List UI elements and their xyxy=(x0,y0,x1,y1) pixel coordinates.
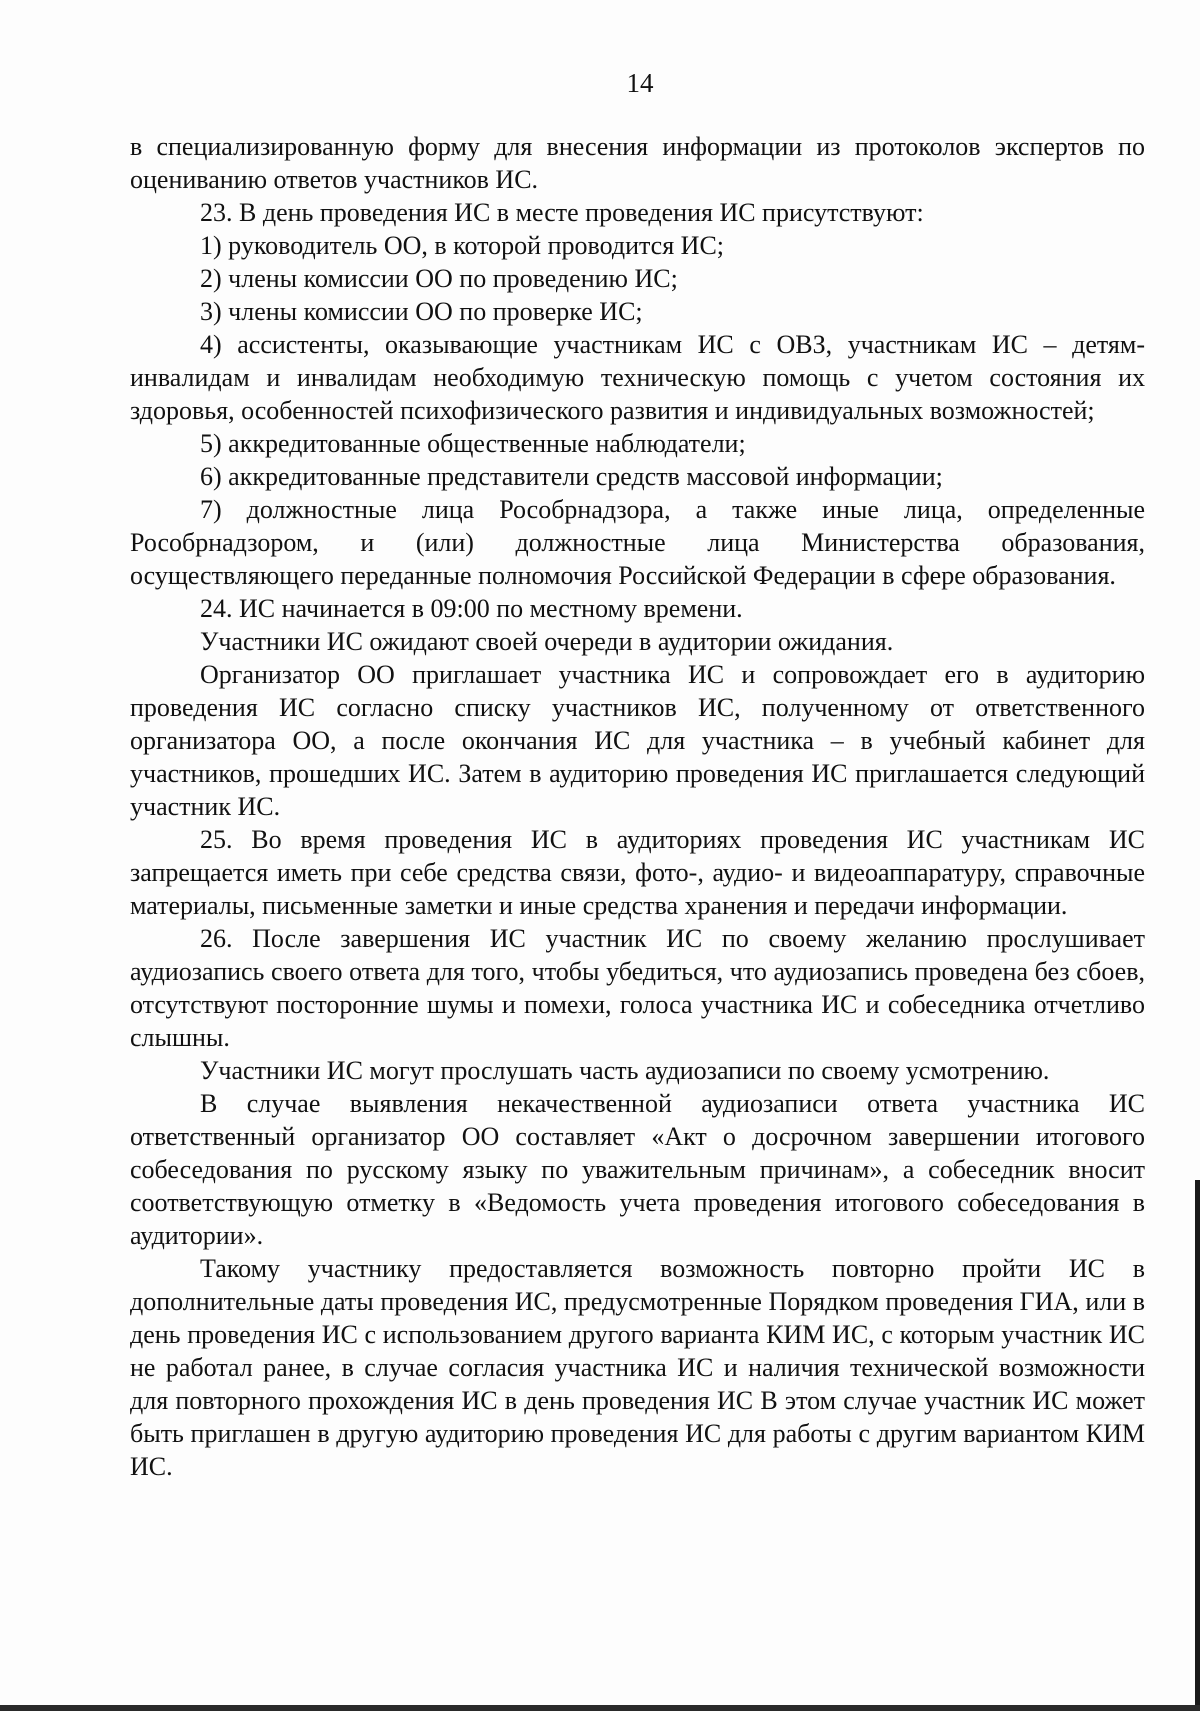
paragraph: Организатор ОО приглашает участника ИС и сопровождает его в аудиторию проведения ИС согласно списку участников ИС, полученному от ответственного организатора ОО, а после окончания ИС для участника – в учебный кабинет для участников, прошедших ИС. Затем в аудиторию проведения ИС приглашается следующий участник ИС. xyxy=(130,660,1145,821)
paragraph: 1) руководитель ОО, в которой проводится ИС; xyxy=(200,231,725,260)
paragraph: 24. ИС начинается в 09:00 по местному времени. xyxy=(200,594,743,623)
paragraph: 6) аккредитованные представители средств массовой информации; xyxy=(200,462,943,491)
paragraph: 23. В день проведения ИС в месте проведения ИС присутствуют: xyxy=(200,198,924,227)
paragraph: В случае выявления некачественной аудиозаписи ответа участника ИС ответственный организатор ОО составляет «Акт о досрочном завершении итогового собеседования по русскому языку по уважительным причинам», а собеседник вносит соответствующую отметку в «Ведомость учета проведения итогового собеседования в аудитории». xyxy=(130,1089,1145,1250)
paragraph: Участники ИС ожидают своей очереди в аудитории ожидания. xyxy=(200,627,894,656)
paragraph: в специализированную форму для внесения информации из протоколов экспертов по оцениванию ответов участников ИС. xyxy=(130,132,1145,194)
paragraph: 7) должностные лица Рособрнадзора, а также иные лица, определенные Рособрнадзором, и (или) должностные лица Министерства образования, осуществляющего переданные полномочия Российской Федерации в сфере образования. xyxy=(130,495,1145,590)
scan-edge-right xyxy=(1195,1180,1200,1711)
paragraph: 5) аккредитованные общественные наблюдатели; xyxy=(200,429,746,458)
paragraph: 4) ассистенты, оказывающие участникам ИС с ОВЗ, участникам ИС – детям-инвалидам и инвалидам необходимую техническую помощь с учетом состояния их здоровья, особенностей психофизического развития и индивидуальных возможностей; xyxy=(130,330,1145,425)
paragraph: Участники ИС могут прослушать часть аудиозаписи по своему усмотрению. xyxy=(200,1056,1050,1085)
paragraph: 26. После завершения ИС участник ИС по своему желанию прослушивает аудиозапись своего ответа для того, чтобы убедиться, что аудиозапись проведена без сбоев, отсутствуют посторонние шумы и помехи, голоса участника ИС и собеседника отчетливо слышны. xyxy=(130,924,1145,1052)
paragraph: 25. Во время проведения ИС в аудиториях проведения ИС участникам ИС запрещается иметь при себе средства связи, фото-, аудио- и видеоаппаратуру, справочные материалы, письменные заметки и иные средства хранения и передачи информации. xyxy=(130,825,1145,920)
paragraph: 3) члены комиссии ОО по проверке ИС; xyxy=(200,297,643,326)
paragraph: 2) члены комиссии ОО по проведению ИС; xyxy=(200,264,678,293)
paragraph: Такому участнику предоставляется возможность повторно пройти ИС в дополнительные даты проведения ИС, предусмотренные Порядком проведения ГИА, или в день проведения ИС с использованием другого варианта КИМ ИС, с которым участник ИС не работал ранее, в случае согласия участника ИС и наличия технической возможности для повторного прохождения ИС в день проведения ИС В этом случае участник ИС может быть приглашен в другую аудиторию проведения ИС для работы с другим вариантом КИМ ИС. xyxy=(130,1254,1145,1481)
scan-edge-bottom xyxy=(0,1705,1200,1711)
document-body xyxy=(130,130,1145,1483)
page-number: 14 xyxy=(626,68,654,98)
